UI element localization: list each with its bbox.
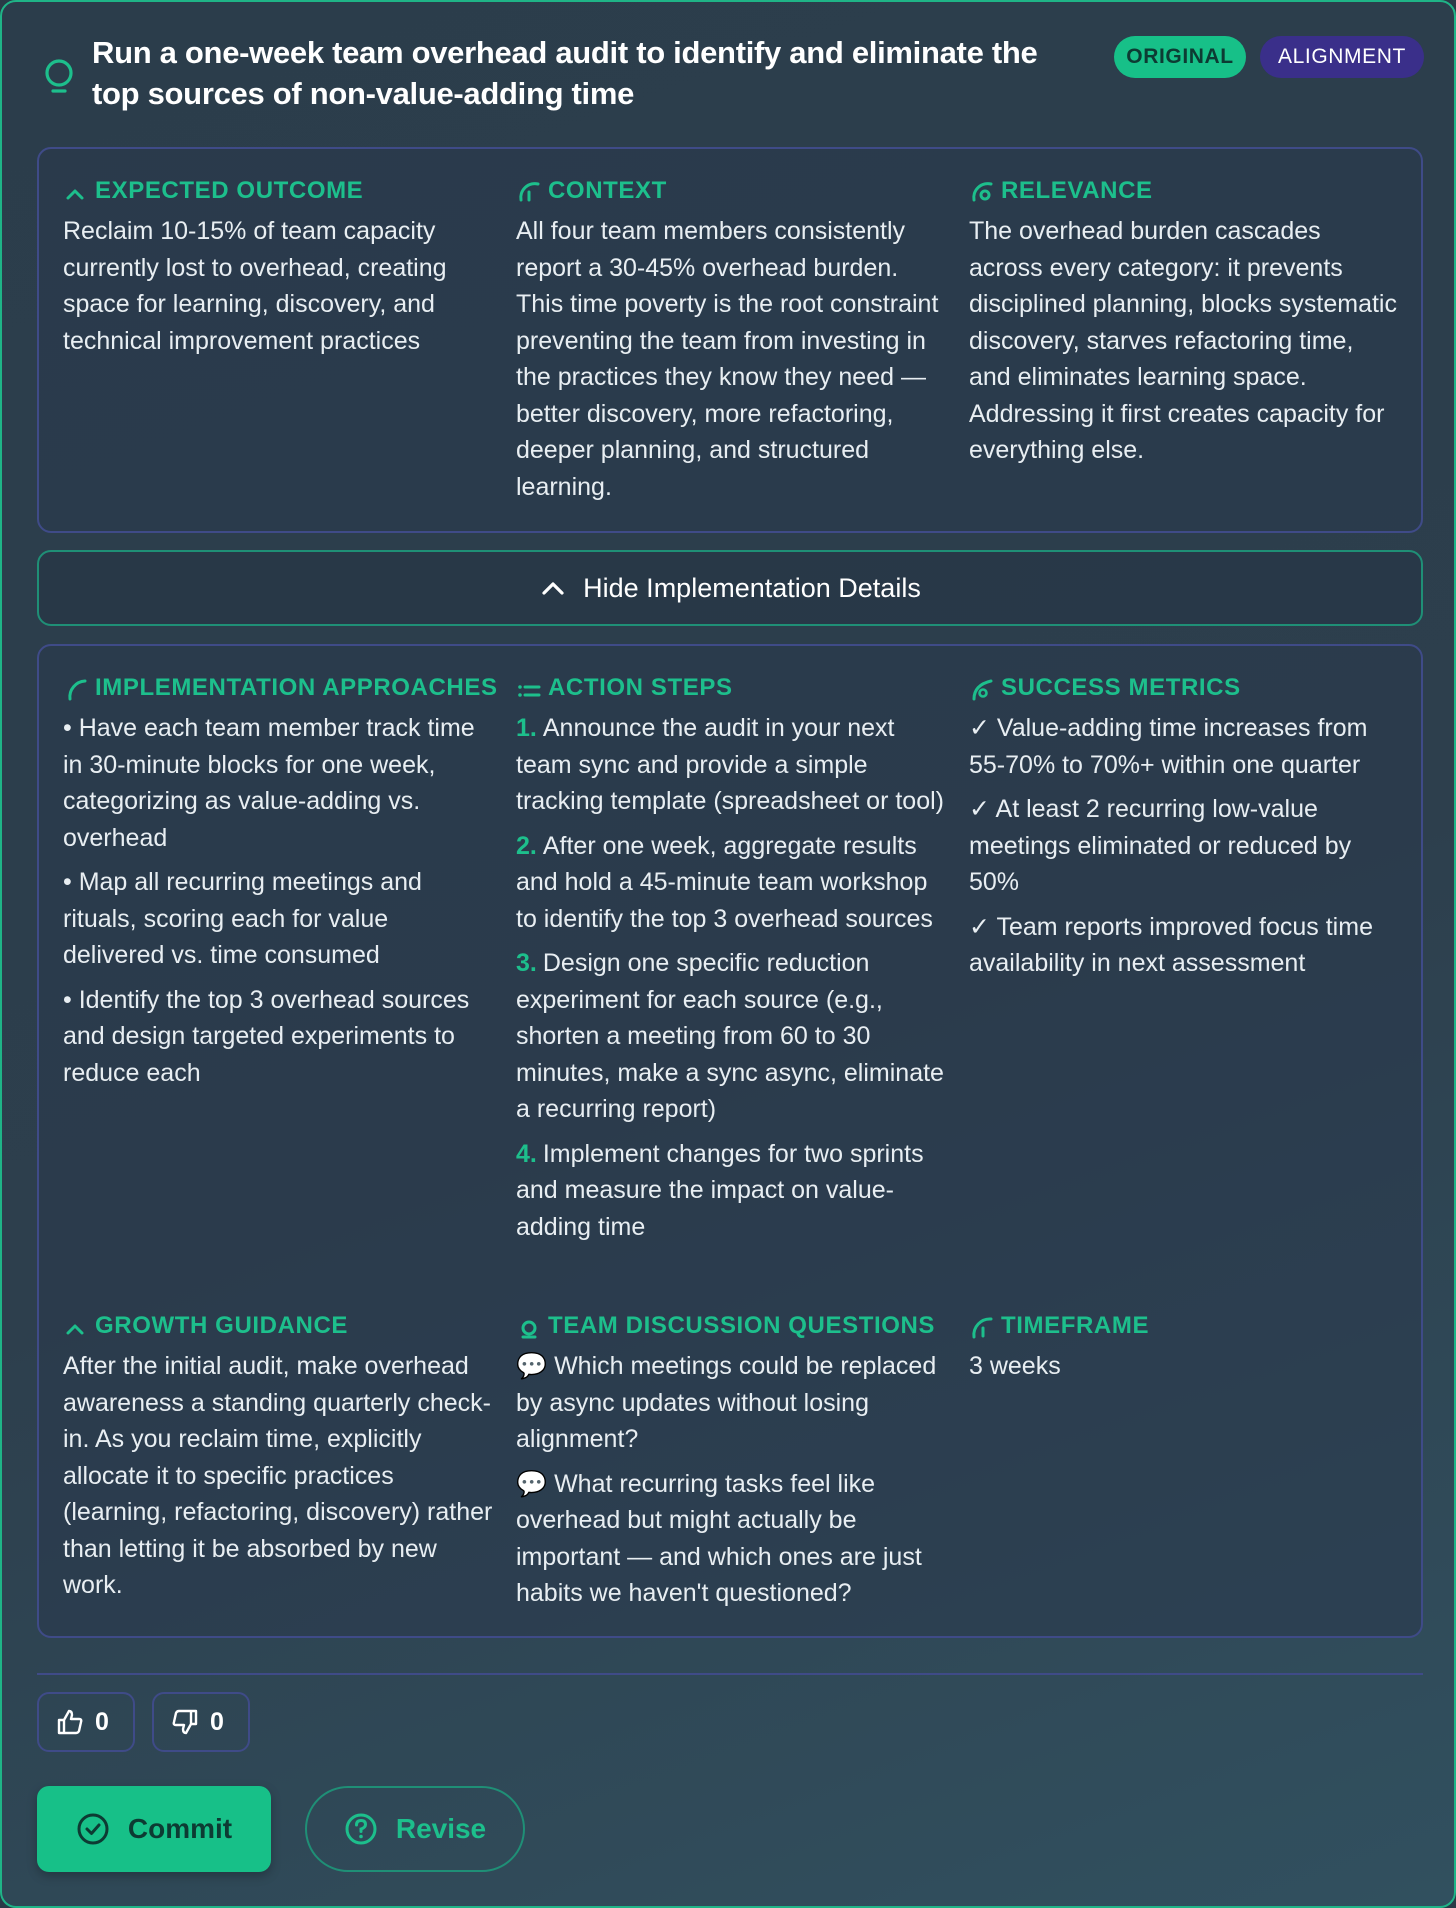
approaches-section bbox=[63, 672, 498, 1099]
action-steps-title: ACTION STEPS bbox=[548, 674, 733, 701]
context-icon bbox=[516, 178, 542, 204]
trend-up-icon bbox=[63, 1313, 89, 1339]
approach-item: • Have each team member track time in 30-minute blocks for one week, categorizing as value-adding vs. overhead bbox=[63, 714, 475, 852]
thumbs-down-icon bbox=[170, 1707, 200, 1737]
success-metrics-section bbox=[969, 672, 1399, 990]
revise-button[interactable] bbox=[305, 1786, 525, 1872]
growth-guidance-title: GROWTH GUIDANCE bbox=[95, 1312, 348, 1339]
step-number: 1. bbox=[516, 714, 537, 742]
commit-label: Commit bbox=[127, 1813, 233, 1844]
discussion-item: 💬 What recurring tasks feel like overhead but might actually be important — and which ones are just habits we haven't questioned? bbox=[516, 1469, 922, 1607]
timeframe-title: TIMEFRAME bbox=[1001, 1312, 1150, 1339]
timeframe-value: 3 weeks bbox=[969, 1352, 1061, 1380]
lightbulb-icon bbox=[42, 57, 76, 99]
revise-label: Revise bbox=[395, 1813, 487, 1844]
card-header bbox=[2, 2, 1454, 132]
check-circle-icon bbox=[76, 1812, 110, 1846]
alignment-badge: ALIGNMENT bbox=[1260, 36, 1424, 78]
expected-outcome-section bbox=[63, 175, 483, 359]
metrics-icon bbox=[969, 675, 995, 701]
trend-up-icon bbox=[63, 178, 89, 204]
upvote-count: 0 bbox=[95, 1707, 109, 1736]
discussion-icon bbox=[516, 1313, 542, 1339]
commit-button[interactable] bbox=[37, 1786, 271, 1872]
action-steps-section bbox=[516, 672, 946, 1253]
relevance-title: RELEVANCE bbox=[1001, 177, 1153, 204]
context-title: CONTEXT bbox=[548, 177, 667, 204]
action-step-item bbox=[516, 828, 946, 938]
hide-details-label: Hide Implementation Details bbox=[583, 572, 921, 603]
step-text: Implement changes for two sprints and measure the impact on value-adding time bbox=[516, 1139, 924, 1241]
success-metrics-title: SUCCESS METRICS bbox=[1001, 674, 1241, 701]
chevron-up-icon bbox=[539, 574, 567, 602]
step-text: After one week, aggregate results and hold a 45-minute team workshop to identify the top 3 overhead sources bbox=[516, 831, 933, 933]
action-step-item bbox=[516, 945, 946, 1128]
downvote-button[interactable] bbox=[152, 1692, 250, 1752]
approaches-icon bbox=[63, 675, 89, 701]
relevance-text: The overhead burden cascades across every category: it prevents disciplined planning, blocks systematic discovery, starves refactoring time, and eliminates learning space. Addressing it first creates capacity for everything else. bbox=[969, 217, 1397, 464]
relevance-section bbox=[969, 175, 1399, 469]
discussion-item: 💬 Which meetings could be replaced by async updates without losing alignment? bbox=[516, 1352, 937, 1453]
timeframe-section bbox=[969, 1310, 1399, 1385]
help-circle-icon bbox=[344, 1812, 378, 1846]
downvote-count: 0 bbox=[210, 1707, 224, 1736]
list-icon bbox=[516, 675, 542, 701]
approach-item: • Map all recurring meetings and rituals, scoring each for value delivered vs. time consumed bbox=[63, 868, 422, 969]
metric-item: ✓ Team reports improved focus time availability in next assessment bbox=[969, 912, 1373, 977]
growth-guidance-text: After the initial audit, make overhead awareness a standing quarterly check-in. As you reclaim time, explicitly allocate it to specific practices (learning, refactoring, discovery) rather than letting it be absorbed by new work. bbox=[63, 1352, 493, 1599]
step-number: 2. bbox=[516, 831, 537, 860]
approaches-title: IMPLEMENTATION APPROACHES bbox=[95, 674, 498, 701]
summary-panel bbox=[37, 147, 1423, 533]
step-number: 4. bbox=[516, 1139, 537, 1168]
relevance-icon bbox=[969, 178, 995, 204]
growth-guidance-section bbox=[63, 1310, 493, 1604]
expected-outcome-title: EXPECTED OUTCOME bbox=[95, 177, 364, 204]
divider bbox=[37, 1673, 1423, 1675]
clock-icon bbox=[969, 1313, 995, 1339]
hide-details-button[interactable] bbox=[37, 550, 1423, 626]
thumbs-up-icon bbox=[55, 1707, 85, 1737]
step-text: Announce the audit in your next team sync and provide a simple tracking template (spreadsheet or tool) bbox=[516, 714, 944, 815]
step-number: 3. bbox=[516, 949, 537, 977]
metric-item: ✓ At least 2 recurring low-value meetings eliminated or reduced by 50% bbox=[969, 795, 1352, 896]
action-step-item bbox=[516, 710, 946, 820]
upvote-button[interactable] bbox=[37, 1692, 135, 1752]
original-badge: ORIGINAL bbox=[1114, 36, 1246, 78]
step-text: Design one specific reduction experiment for each source (e.g., shorten a meeting from 60 to 30 minutes, make a sync async, eliminate a recurring report) bbox=[516, 949, 944, 1123]
context-section bbox=[516, 175, 946, 505]
discussion-section bbox=[516, 1310, 956, 1620]
context-text: All four team members consistently report a 30-45% overhead burden. This time poverty is the root constraint preventing the team from investing in the practices they know they need — better discovery, more refactoring, deeper planning, and structured learning. bbox=[516, 217, 939, 501]
discussion-title: TEAM DISCUSSION QUESTIONS bbox=[548, 1312, 936, 1339]
metric-item: ✓ Value-adding time increases from 55-70% to 70%+ within one quarter bbox=[969, 714, 1368, 779]
implementation-panel bbox=[37, 644, 1423, 1638]
action-step-item bbox=[516, 1136, 946, 1246]
expected-outcome-text: Reclaim 10-15% of team capacity currently lost to overhead, creating space for learning, discovery, and technical improvement practices bbox=[63, 217, 447, 355]
card-title: Run a one-week team overhead audit to identify and eliminate the top sources of non-value-adding time bbox=[92, 35, 1038, 111]
approach-item: • Identify the top 3 overhead sources and design targeted experiments to reduce each bbox=[63, 985, 470, 1087]
